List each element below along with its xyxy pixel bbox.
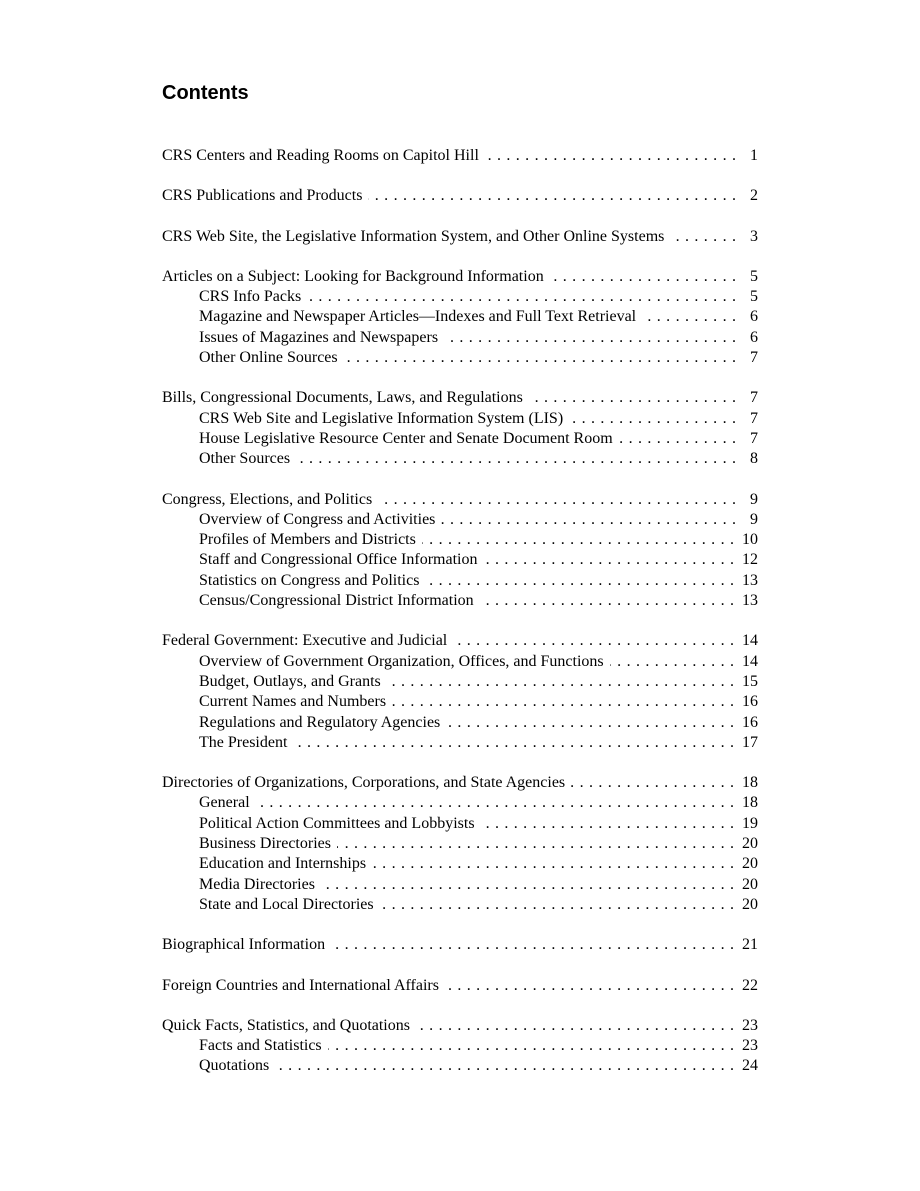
toc-entry-title: General	[199, 794, 250, 812]
toc-page-number: 12	[742, 551, 758, 569]
dot-leader	[307, 287, 736, 307]
toc-entry-title: CRS Info Packs	[199, 288, 302, 306]
toc-entry-title: House Legislative Resource Center and Senate Document Room	[199, 429, 613, 447]
toc-subentry[interactable]	[162, 895, 758, 915]
contents-heading: Contents	[162, 82, 249, 104]
toc-subentry[interactable]	[162, 307, 758, 327]
toc-page-number: 16	[742, 713, 758, 731]
toc-subentry[interactable]	[162, 672, 758, 692]
toc-page-number: 13	[742, 571, 758, 589]
toc-entry-title: Overview of Government Organization, Offices, and Functions	[199, 652, 604, 670]
toc-page-number: 3	[750, 227, 758, 245]
toc-entry-title: Foreign Countries and International Affairs	[162, 976, 439, 994]
toc-entry-title: Other Online Sources	[199, 349, 338, 367]
dot-leader	[296, 449, 736, 469]
dot-leader	[483, 550, 734, 570]
toc-page-number: 14	[742, 652, 758, 670]
toc-entry-title: Federal Government: Executive and Judicial	[162, 632, 448, 650]
toc-entry-title: CRS Publications and Products	[162, 187, 363, 205]
toc-entry-title: Staff and Congressional Office Information	[199, 551, 478, 569]
toc-entry[interactable]	[162, 490, 758, 510]
toc-section	[162, 976, 758, 996]
toc-entry-title: Profiles of Members and Districts	[199, 531, 416, 549]
toc-subentry[interactable]	[162, 550, 758, 570]
toc-entry[interactable]	[162, 631, 758, 651]
toc-page-number: 23	[742, 1037, 758, 1055]
toc-subentry[interactable]	[162, 510, 758, 530]
toc-subentry[interactable]	[162, 692, 758, 712]
toc-page-number: 6	[750, 308, 758, 326]
toc-section	[162, 267, 758, 368]
dot-leader	[485, 146, 736, 166]
toc-page-number: 21	[742, 936, 758, 954]
toc-entry-title: CRS Web Site, the Legislative Information System, and Other Online Systems	[162, 227, 665, 245]
dot-leader	[569, 409, 736, 429]
dot-leader	[619, 429, 736, 449]
toc-page-number: 8	[750, 450, 758, 468]
toc-section	[162, 490, 758, 612]
toc-subentry[interactable]	[162, 733, 758, 753]
toc-entry-title: Quick Facts, Statistics, and Quotations	[162, 1016, 410, 1034]
toc-entry[interactable]	[162, 388, 758, 408]
toc-subentry[interactable]	[162, 793, 758, 813]
toc-subentry[interactable]	[162, 834, 758, 854]
toc-entry-title: Quotations	[199, 1057, 270, 1075]
toc-page-number: 7	[750, 389, 758, 407]
dot-leader	[446, 713, 734, 733]
toc-subentry[interactable]	[162, 591, 758, 611]
toc-subentry[interactable]	[162, 1036, 758, 1056]
toc-subentry[interactable]	[162, 1056, 758, 1076]
toc-page-number: 14	[742, 632, 758, 650]
dot-leader	[256, 793, 734, 813]
table-of-contents	[162, 146, 758, 1097]
dot-leader	[642, 307, 736, 327]
toc-entry-title: CRS Web Site and Legislative Information System (LIS)	[199, 409, 564, 427]
toc-page-number: 5	[750, 267, 758, 285]
toc-section	[162, 146, 758, 166]
toc-subentry[interactable]	[162, 875, 758, 895]
toc-page-number: 7	[750, 409, 758, 427]
dot-leader	[610, 652, 734, 672]
toc-entry[interactable]	[162, 227, 758, 247]
toc-entry[interactable]	[162, 186, 758, 206]
toc-subentry[interactable]	[162, 814, 758, 834]
dot-leader	[293, 733, 734, 753]
toc-section	[162, 935, 758, 955]
dot-leader	[328, 1036, 734, 1056]
toc-page-number: 7	[750, 429, 758, 447]
toc-entry-title: State and Local Directories	[199, 895, 374, 913]
dot-leader	[392, 692, 734, 712]
dot-leader	[275, 1056, 734, 1076]
dot-leader	[416, 1016, 734, 1036]
toc-entry-title: Current Names and Numbers	[199, 693, 387, 711]
toc-page-number: 6	[750, 328, 758, 346]
dot-leader	[387, 672, 734, 692]
toc-entry-title: Other Sources	[199, 450, 291, 468]
dot-leader	[372, 854, 734, 874]
toc-entry-title: Directories of Organizations, Corporations, and State Agencies	[162, 774, 566, 792]
toc-entry-title: Census/Congressional District Information	[199, 592, 474, 610]
toc-subentry[interactable]	[162, 854, 758, 874]
dot-leader	[550, 267, 736, 287]
dot-leader	[331, 935, 734, 955]
toc-entry-title: Regulations and Regulatory Agencies	[199, 713, 441, 731]
toc-page-number: 5	[750, 288, 758, 306]
toc-entry-title: Political Action Committees and Lobbyists	[199, 814, 475, 832]
toc-page-number: 13	[742, 592, 758, 610]
toc-page-number: 20	[742, 895, 758, 913]
dot-leader	[480, 591, 734, 611]
dot-leader	[368, 186, 736, 206]
dot-leader	[481, 814, 734, 834]
toc-section	[162, 227, 758, 247]
dot-leader	[425, 571, 734, 591]
toc-entry-title: The President	[199, 733, 288, 751]
dot-leader	[321, 875, 734, 895]
toc-subentry[interactable]	[162, 530, 758, 550]
toc-entry-title: Biographical Information	[162, 936, 326, 954]
toc-page-number: 18	[742, 774, 758, 792]
dot-leader	[337, 834, 734, 854]
toc-page-number: 20	[742, 835, 758, 853]
toc-entry-title: Overview of Congress and Activities	[199, 510, 436, 528]
toc-page-number: 16	[742, 693, 758, 711]
dot-leader	[344, 348, 736, 368]
toc-entry-title: Statistics on Congress and Politics	[199, 571, 420, 589]
toc-entry-title: Articles on a Subject: Looking for Background Information	[162, 267, 544, 285]
toc-entry-title: CRS Centers and Reading Rooms on Capitol Hill	[162, 147, 479, 164]
toc-subentry[interactable]	[162, 652, 758, 672]
toc-entry-title: Issues of Magazines and Newspapers	[199, 328, 439, 346]
dot-leader	[380, 895, 734, 915]
dot-leader	[445, 976, 734, 996]
toc-entry-title: Facts and Statistics	[199, 1037, 322, 1055]
toc-subentry[interactable]	[162, 429, 758, 449]
toc-subentry[interactable]	[162, 348, 758, 368]
toc-subentry[interactable]	[162, 409, 758, 429]
toc-page-number: 20	[742, 875, 758, 893]
toc-subentry[interactable]	[162, 571, 758, 591]
dot-leader	[529, 388, 736, 408]
toc-entry[interactable]	[162, 267, 758, 287]
dot-leader	[571, 773, 734, 793]
toc-page-number: 24	[742, 1057, 758, 1075]
dot-leader	[453, 631, 734, 651]
dot-leader	[670, 227, 736, 247]
toc-page-number: 18	[742, 794, 758, 812]
toc-entry-title: Bills, Congressional Documents, Laws, and Regulations	[162, 389, 523, 407]
toc-page-number: 1	[750, 147, 758, 164]
toc-page-number: 9	[750, 510, 758, 528]
toc-page-number: 20	[742, 855, 758, 873]
toc-entry-title: Magazine and Newspaper Articles—Indexes and Full Text Retrieval	[199, 308, 637, 326]
dot-leader	[444, 328, 736, 348]
toc-page-number: 10	[742, 531, 758, 549]
toc-entry-title: Education and Internships	[199, 855, 367, 873]
toc-page-number: 15	[742, 672, 758, 690]
dot-leader	[422, 530, 734, 550]
toc-entry[interactable]	[162, 935, 758, 955]
toc-page-number: 17	[742, 733, 758, 751]
toc-entry-title: Congress, Elections, and Politics	[162, 490, 373, 508]
toc-entry[interactable]	[162, 146, 758, 166]
toc-subentry[interactable]	[162, 449, 758, 469]
toc-subentry[interactable]	[162, 287, 758, 307]
toc-subentry[interactable]	[162, 328, 758, 348]
dot-leader	[378, 490, 736, 510]
toc-page-number: 7	[750, 349, 758, 367]
dot-leader	[441, 510, 736, 530]
toc-section	[162, 388, 758, 469]
toc-section	[162, 773, 758, 915]
toc-page-number: 22	[742, 976, 758, 994]
toc-page-number: 23	[742, 1016, 758, 1034]
toc-entry[interactable]	[162, 1016, 758, 1036]
toc-section	[162, 631, 758, 753]
toc-entry[interactable]	[162, 773, 758, 793]
toc-page-number: 2	[750, 187, 758, 205]
toc-entry-title: Business Directories	[199, 835, 331, 853]
toc-subentry[interactable]	[162, 713, 758, 733]
toc-section	[162, 1016, 758, 1077]
toc-entry-title: Budget, Outlays, and Grants	[199, 672, 381, 690]
toc-section	[162, 186, 758, 206]
toc-page-number: 19	[742, 814, 758, 832]
toc-page-number: 9	[750, 490, 758, 508]
toc-entry-title: Media Directories	[199, 875, 315, 893]
toc-entry[interactable]	[162, 976, 758, 996]
